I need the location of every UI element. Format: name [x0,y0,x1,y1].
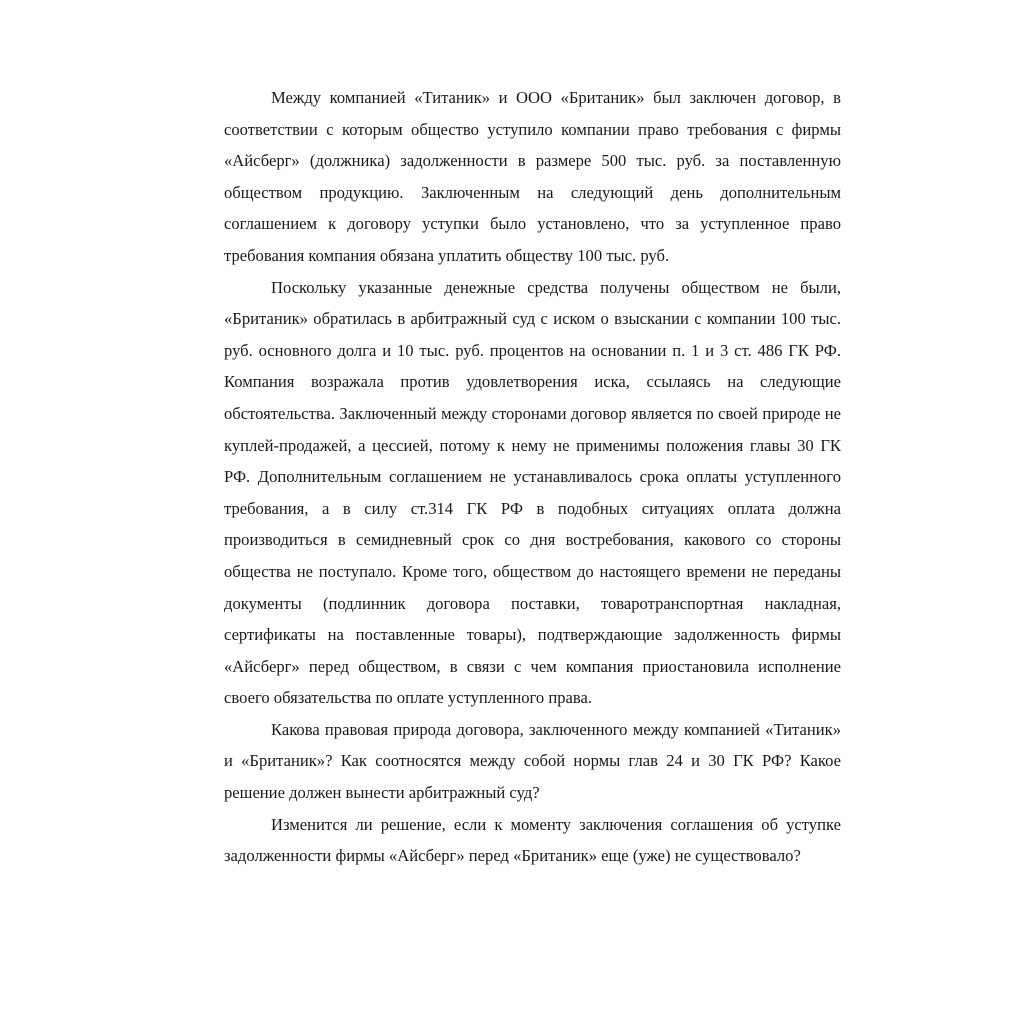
paragraph-additional-question: Изменится ли решение, если к моменту заключения соглашения об уступке задолженности фирмы «Айсберг» перед «Британик» еще (уже) не существовало? [224,814,841,866]
paragraph-lawsuit-details: Поскольку указанные денежные средства получены обществом не были, «Британик» обратилась в арбитражный суд с иском о взыскании с компании 100 тыс. руб. основного долга и 10 тыс. руб. процентов на основании п. 1 и 3 ст. 486 ГК РФ. Компания возражала против удовлетворения иска, ссылаясь на следующие обстоятельства. Заключенный между сторонами договор является по своей природе не куплей-продажей, а цессией, потому к нему не применимы положения главы 30 ГК РФ. Дополнительным соглашением не устанавливалось срока оплаты уступленного требования, а в силу ст.314 ГК РФ в подобных ситуациях оплата должна производиться в семидневный срок со дня востребования, какового со стороны общества не поступало. Кроме того, обществом до настоящего времени не переданы документы (подлинник договора поставки, товаротранспортная накладная, сертификаты на поставленные товары), подтверждающие задолженность фирмы «Айсберг» перед обществом, в связи с чем компания приостановила исполнение своего обязательства по оплате уступленного права. [224,277,841,708]
paragraph-contract-description: Между компанией «Титаник» и ООО «Британик» был заключен договор, в соответствии с которым общество уступило компании право требования с фирмы «Айсберг» (должника) задолженности в размере 500 тыс. руб. за поставленную обществом продукцию. Заключенным на следующий день дополнительным соглашением к договору уступки было установлено, что за уступленное право требования компания обязана уплатить обществу 100 тыс. руб. [224,88,841,265]
document-body [224,82,841,872]
paragraph-questions: Какова правовая природа договора, заключенного между компанией «Титаник» и «Британик»? Как соотносятся между собой нормы глав 24 и 30 ГК РФ? Какое решение должен вынести арбитражный суд? [224,719,841,803]
